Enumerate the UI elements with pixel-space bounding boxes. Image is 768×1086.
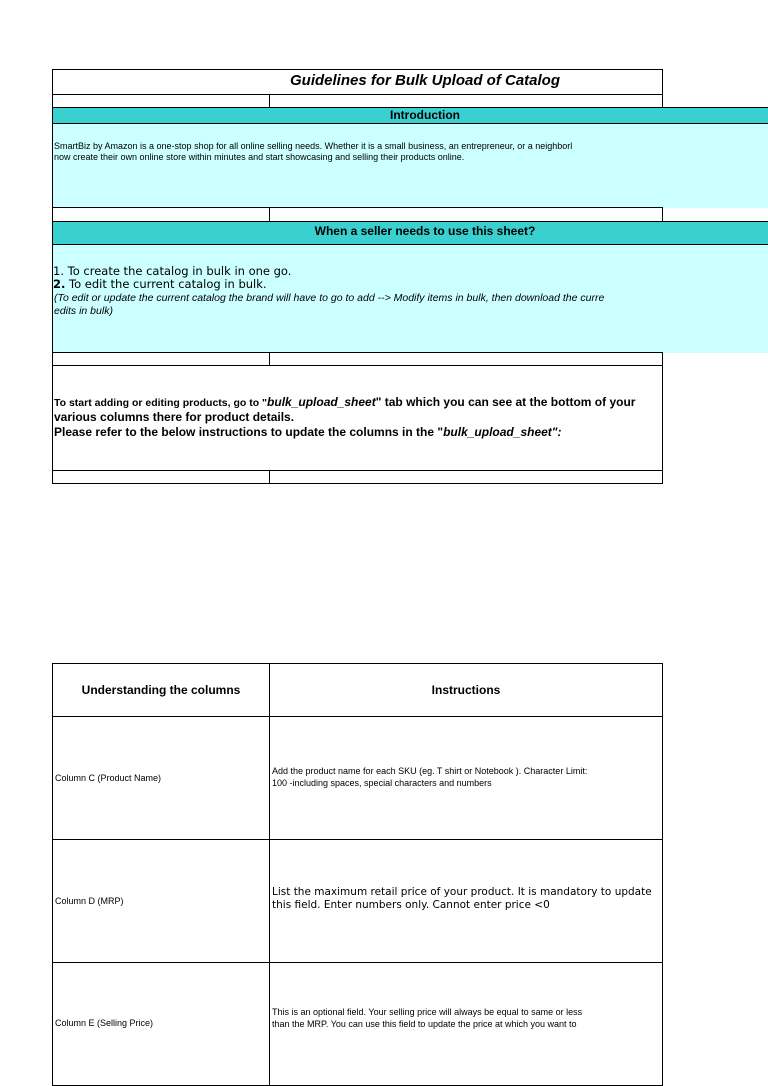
start-instruction-line: various columns there for product details. bbox=[54, 410, 295, 424]
header-instructions: Instructions bbox=[431, 683, 501, 697]
start-instruction-line bbox=[54, 395, 663, 411]
start-text: To start adding or editing products, go to " bbox=[54, 397, 268, 409]
table-row-column-cell bbox=[52, 716, 270, 840]
sheet-title: Guidelines for Bulk Upload of Catalog bbox=[289, 72, 560, 89]
table-header-cell bbox=[52, 663, 270, 717]
table-row-column-cell bbox=[52, 962, 270, 1086]
intro-heading: Introduction bbox=[390, 108, 460, 122]
intro-text-area bbox=[52, 124, 768, 208]
sheet-name: bulk_upload_sheet": bbox=[443, 425, 562, 439]
start-text: " tab which you can see at the bottom of your bbox=[375, 395, 636, 409]
table-header-cell bbox=[269, 663, 663, 717]
empty-cell bbox=[269, 94, 663, 108]
sheet-name: bulk_upload_sheet bbox=[267, 395, 376, 409]
empty-cell bbox=[269, 470, 663, 484]
empty-cell bbox=[52, 94, 270, 108]
instruction-line: List the maximum retail price of your product. It is mandatory to update bbox=[272, 886, 652, 898]
when-item-text: To create the catalog in bulk in one go. bbox=[63, 264, 292, 278]
columns-table bbox=[0, 660, 768, 1029]
when-note-line: edits in bulk) bbox=[54, 305, 113, 317]
instruction-line: Add the product name for each SKU (eg. T shirt or Notebook ). Character Limit: bbox=[272, 766, 588, 776]
table-row-column-cell bbox=[52, 839, 270, 963]
when-note-line: (To edit or update the current catalog the brand will have to go to add --> Modify items in bulk, then download the curre bbox=[54, 292, 605, 304]
intro-text-line: now create their own online store within minutes and start showcasing and selling their products online. bbox=[54, 152, 465, 162]
when-item bbox=[53, 264, 662, 278]
instruction-line: this field. Enter numbers only. Cannot enter price <0 bbox=[272, 899, 550, 911]
when-item-number: 2. bbox=[53, 277, 66, 291]
empty-cell bbox=[269, 352, 663, 366]
when-item-number: 1. bbox=[53, 264, 64, 278]
start-text: Please refer to the below instructions to update the columns in the " bbox=[54, 425, 444, 439]
instruction-line: This is an optional field. Your selling price will always be equal to same or less bbox=[272, 1007, 583, 1017]
guidelines-block bbox=[0, 0, 768, 490]
instruction-line: than the MRP. You can use this field to update the price at which you want to bbox=[272, 1019, 577, 1029]
column-name: Column E (Selling Price) bbox=[55, 1018, 154, 1028]
column-name: Column C (Product Name) bbox=[55, 773, 162, 783]
empty-cell bbox=[52, 470, 270, 484]
intro-text-line: SmartBiz by Amazon is a one-stop shop for all online selling needs. Whether it is a small business, an entrepreneur, or a neighborl bbox=[54, 141, 573, 151]
when-heading: When a seller needs to use this sheet? bbox=[314, 224, 536, 238]
when-item-text: To edit the current catalog in bulk. bbox=[65, 277, 267, 291]
header-understanding-columns: Understanding the columns bbox=[81, 683, 241, 697]
when-item bbox=[53, 277, 662, 291]
start-instruction-line bbox=[54, 425, 663, 440]
instruction-line: 100 -including spaces, special characters and numbers bbox=[272, 778, 492, 788]
column-name: Column D (MRP) bbox=[55, 896, 124, 906]
empty-cell bbox=[269, 207, 663, 222]
empty-cell bbox=[52, 352, 270, 366]
empty-cell bbox=[52, 207, 270, 222]
